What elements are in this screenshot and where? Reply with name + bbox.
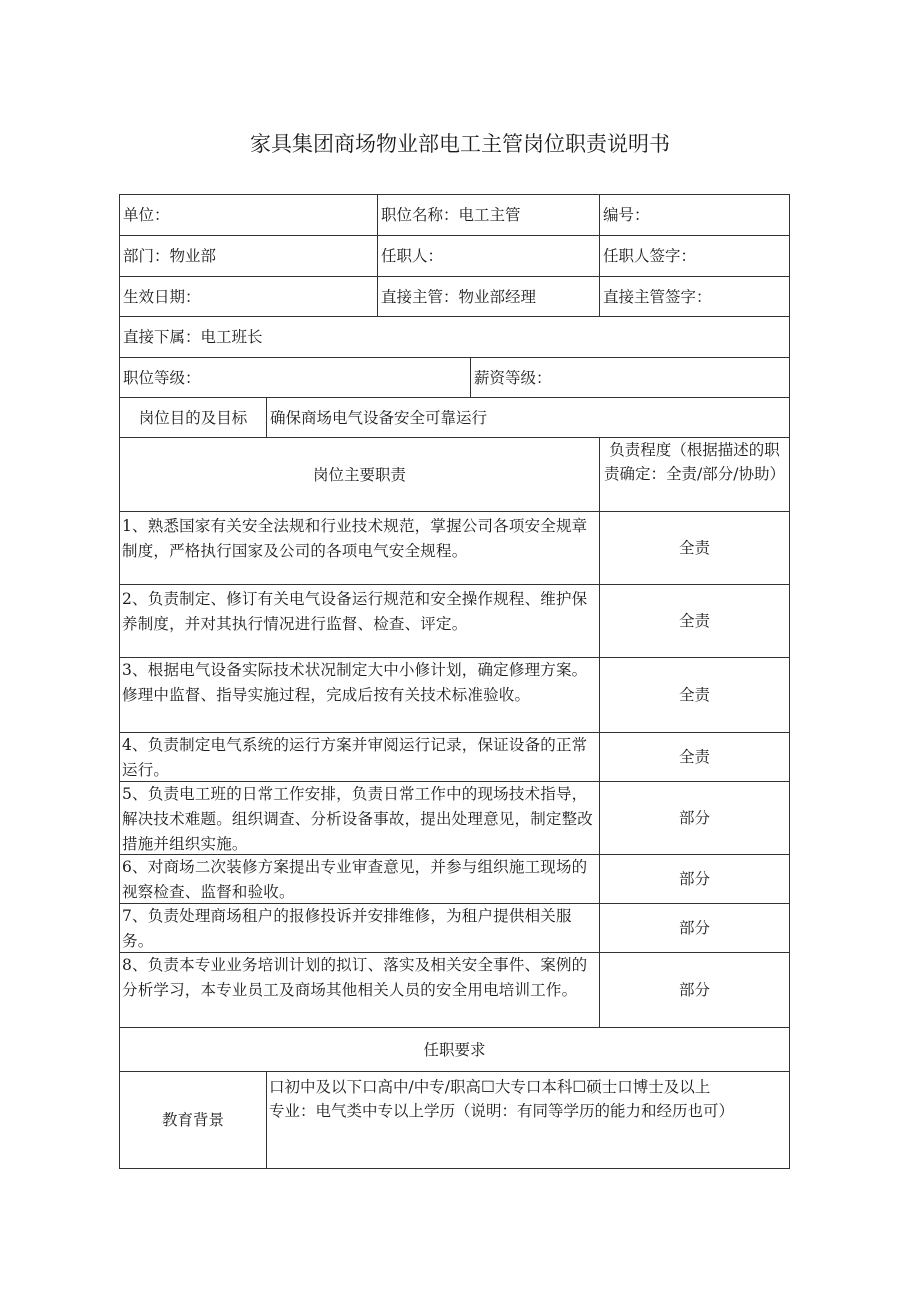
salary-grade-cell: 薪资等级： [471,358,789,398]
incumbent-cell: 任职人： [378,236,600,277]
main-duties-header: 岗位主要职责 [120,438,600,512]
job-description-table [119,194,790,1169]
direct-subordinate-cell: 直接下属：电工班长 [120,317,789,358]
document-title: 家具集团商场物业部电工主管岗位职责说明书 [250,132,670,156]
serial-number-cell: 编号： [600,195,789,236]
unit-cell: 单位： [120,195,378,236]
purpose-label-cell: 岗位目的及目标 [120,398,267,438]
duty-8-text: 8、负责本专业业务培训计划的拟订、落实及相关安全事件、案例的分析学习，本专业员工及商场其他相关人员的安全用电培训工作。 [120,953,600,1028]
position-name-cell: 职位名称：电工主管 [378,195,600,236]
supervisor-signature-cell: 直接主管签字： [600,277,789,317]
duty-1-text: 1、熟悉国家有关安全法规和行业技术规范，掌握公司各项安全规章制度，严格执行国家及公司的各项电气安全规程。 [120,512,600,585]
duty-4-text: 4、负责制定电气系统的运行方案并审阅运行记录，保证设备的正常运行。 [120,733,600,782]
duty-5-text: 5、负责电工班的日常工作安排，负责日常工作中的现场技术指导，解决技术难题。组织调查、分析设备事故，提出处理意见，制定整改措施并组织实施。 [120,782,600,855]
requirements-header: 任职要求 [120,1028,789,1072]
department-cell: 部门：物业部 [120,236,378,277]
duty-2-text: 2、负责制定、修订有关电气设备运行规范和安全操作规程、维护保养制度，并对其执行情况进行监督、检查、评定。 [120,585,600,658]
effective-date-cell: 生效日期： [120,277,378,317]
duty-7-text: 7、负责处理商场租户的报修投诉并安排维修，为租户提供相关服务。 [120,904,600,953]
duty-7-degree: 部分 [600,904,789,953]
duty-4-degree: 全责 [600,733,789,782]
duty-8-degree: 部分 [600,953,789,1028]
direct-supervisor-cell: 直接主管：物业部经理 [378,277,600,317]
duty-1-degree: 全责 [600,512,789,585]
duty-6-degree: 部分 [600,855,789,904]
education-options: 口初中及以下口高中/中专/职高☐大专口本科☐硕士口博士及以上 [269,1078,711,1096]
responsibility-degree-header: 负责程度（根据描述的职责确定：全责/部分/协助） [600,438,789,512]
duty-5-degree: 部分 [600,782,789,855]
purpose-value-cell: 确保商场电气设备安全可靠运行 [267,398,789,438]
duty-3-text: 3、根据电气设备实际技术状况制定大中小修计划，确定修理方案。修理中监督、指导实施过程，完成后按有关技术标准验收。 [120,658,600,733]
education-label-cell: 教育背景 [120,1072,267,1168]
position-grade-cell: 职位等级： [120,358,471,398]
duty-6-text: 6、对商场二次装修方案提出专业审查意见，并参与组织施工现场的视察检查、监督和验收。 [120,855,600,904]
education-content-cell [267,1072,789,1168]
duty-3-degree: 全责 [600,658,789,733]
education-major: 专业：电气类中专以上学历（说明：有同等学历的能力和经历也可） [269,1102,735,1120]
incumbent-signature-cell: 任职人签字： [600,236,789,277]
duty-2-degree: 全责 [600,585,789,658]
